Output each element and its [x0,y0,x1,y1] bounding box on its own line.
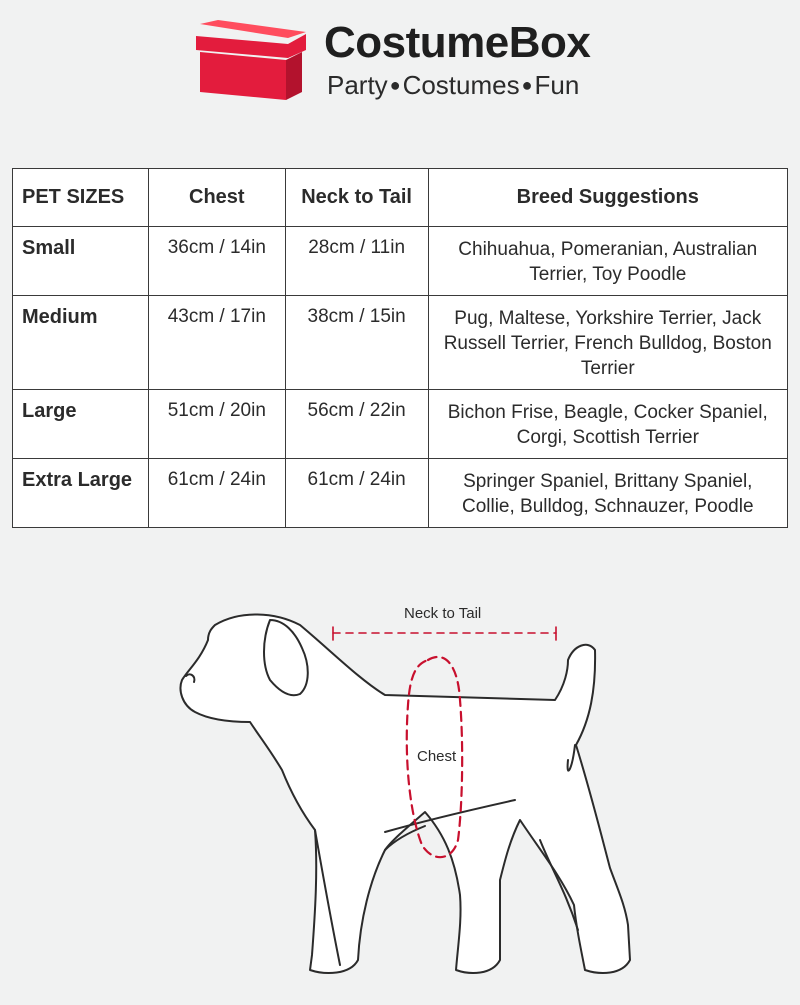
neck-to-tail-measure: 28cm / 11in [285,227,428,296]
table-row [13,296,788,390]
table-row [13,227,788,296]
column-header-neck-to-tail: Neck to Tail [285,169,428,227]
size-name: Medium [13,296,149,390]
size-name: Extra Large [13,459,149,528]
neck-to-tail-label: Neck to Tail [404,605,482,622]
dog-outline-icon [0,560,800,1000]
neck-to-tail-measure: 38cm / 15in [285,296,428,390]
neck-to-tail-measure: 56cm / 22in [285,390,428,459]
chest-measure: 36cm / 14in [148,227,285,296]
chest-measure: 61cm / 24in [148,459,285,528]
column-header-breed-suggestions: Breed Suggestions [428,169,787,227]
breed-suggestions: Bichon Frise, Beagle, Cocker Spaniel, Corgi, Scottish Terrier [428,390,787,459]
column-header-pet-sizes: PET SIZES [13,169,149,227]
brand-name: CostumeBox [324,18,591,67]
size-chart-table [12,168,788,528]
table-header-row [13,169,788,227]
table-row [13,390,788,459]
breed-suggestions: Springer Spaniel, Brittany Spaniel, Collie, Bulldog, Schnauzer, Poodle [428,459,787,528]
box-logo-icon [196,20,308,102]
breed-suggestions: Pug, Maltese, Yorkshire Terrier, Jack Russell Terrier, French Bulldog, Boston Terrier [428,296,787,390]
chest-measure: 43cm / 17in [148,296,285,390]
tagline-fun: Fun [534,70,580,100]
tagline-costumes: Costumes [402,70,520,100]
brand-logo [196,18,616,108]
column-header-chest: Chest [148,169,285,227]
chest-measure: 51cm / 20in [148,390,285,459]
measurement-diagram [0,560,800,1000]
neck-to-tail-measure: 61cm / 24in [285,459,428,528]
brand-tagline: Party ●Costumes ●Fun [327,70,580,100]
breed-suggestions: Chihuahua, Pomeranian, Australian Terrier, Toy Poodle [428,227,787,296]
tagline-party: Party [327,70,388,100]
size-name: Small [13,227,149,296]
size-name: Large [13,390,149,459]
chest-label: Chest [417,748,457,765]
table-row [13,459,788,528]
